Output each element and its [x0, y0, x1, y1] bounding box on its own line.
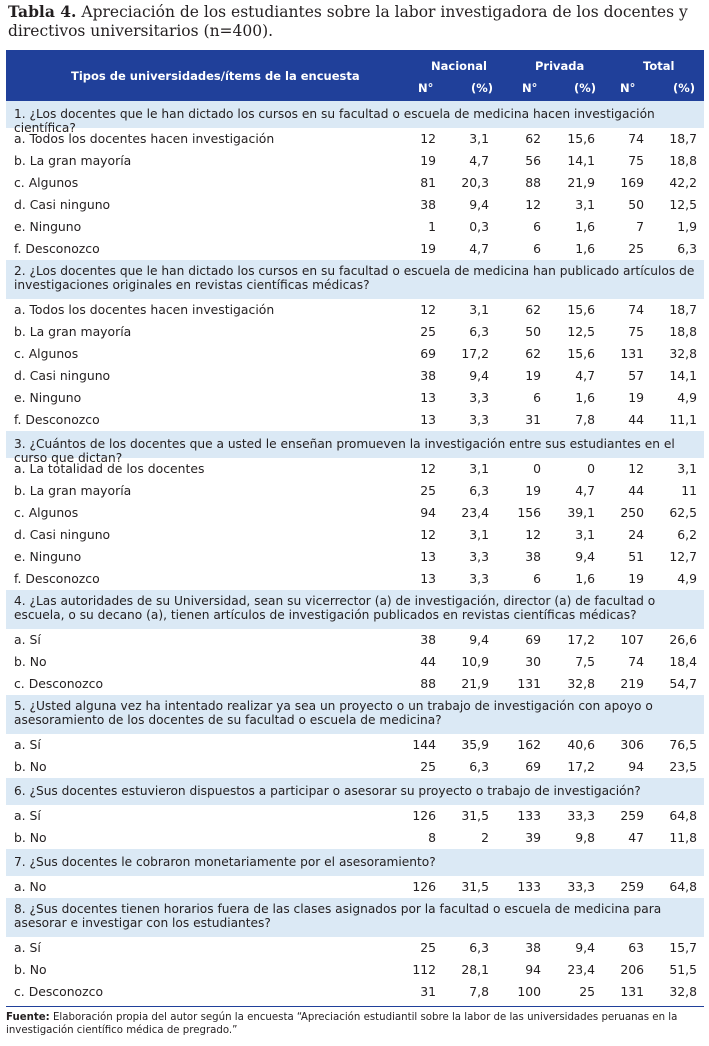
cell-value: 12	[525, 197, 541, 212]
cell-value: 156	[517, 505, 541, 520]
table-row	[6, 172, 704, 194]
cell-value: 76,5	[669, 737, 697, 752]
table-row	[6, 321, 704, 343]
row-label: a. Sí	[14, 737, 41, 752]
cell-value: 112	[412, 962, 436, 977]
cell-value: 11,1	[669, 412, 697, 427]
subcol-header: (%)	[673, 81, 696, 95]
cell-value: 18,8	[669, 153, 697, 168]
cell-value: 306	[620, 737, 644, 752]
cell-value: 14,1	[567, 153, 595, 168]
table-row	[6, 128, 704, 150]
row-label: a. Sí	[14, 940, 41, 955]
cell-value: 94	[525, 962, 541, 977]
cell-value: 74	[628, 654, 644, 669]
row-label: a. Todos los docentes hacen investigación	[14, 131, 275, 146]
cell-value: 13	[420, 571, 436, 586]
cell-value: 19	[628, 390, 644, 405]
cell-value: 3,3	[469, 412, 489, 427]
cell-value: 33,3	[567, 879, 595, 894]
cell-value: 50	[525, 324, 541, 339]
cell-value: 126	[412, 808, 436, 823]
cell-value: 6	[533, 571, 541, 586]
question-row: 1. ¿Los docentes que le han dictado los cursos en su facultad o escuela de medicina hacen investigación científica?	[6, 101, 704, 128]
row-label: d. Casi ninguno	[14, 197, 111, 212]
table-row	[6, 194, 704, 216]
row-label: d. Casi ninguno	[14, 368, 111, 383]
question-row: 6. ¿Sus docentes estuvieron dispuestos a participar o asesorar su proyecto o trabajo de investigación?	[6, 778, 704, 805]
table-row	[6, 480, 704, 502]
group-header-nacional: Nacional	[431, 59, 487, 73]
cell-value: 25	[628, 241, 644, 256]
cell-value: 25	[420, 759, 436, 774]
cell-value: 33,3	[567, 808, 595, 823]
cell-value: 15,6	[567, 131, 595, 146]
cell-value: 0	[587, 461, 595, 476]
table-row	[6, 673, 704, 695]
cell-value: 62,5	[669, 505, 697, 520]
cell-value: 25	[579, 984, 595, 999]
table-row	[6, 876, 704, 898]
cell-value: 38	[420, 632, 436, 647]
cell-value: 56	[525, 153, 541, 168]
cell-value: 3,3	[469, 549, 489, 564]
table-caption-label: Tabla 4.	[8, 2, 77, 21]
cell-value: 131	[517, 676, 541, 691]
cell-value: 0,3	[469, 219, 489, 234]
cell-value: 39	[525, 830, 541, 845]
cell-value: 31,5	[461, 879, 489, 894]
cell-value: 69	[525, 759, 541, 774]
table-caption	[8, 2, 703, 41]
cell-value: 44	[420, 654, 436, 669]
cell-value: 30	[525, 654, 541, 669]
table-body	[6, 101, 704, 1003]
cell-value: 81	[420, 175, 436, 190]
cell-value: 14,1	[669, 368, 697, 383]
cell-value: 7	[636, 219, 644, 234]
table-row	[6, 827, 704, 849]
row-label: b. No	[14, 654, 47, 669]
cell-value: 12	[525, 527, 541, 542]
cell-value: 7,5	[575, 654, 595, 669]
cell-value: 4,7	[469, 241, 489, 256]
cell-value: 25	[420, 483, 436, 498]
cell-value: 69	[420, 346, 436, 361]
cell-value: 69	[525, 632, 541, 647]
cell-value: 6	[533, 219, 541, 234]
cell-value: 38	[525, 549, 541, 564]
cell-value: 1,9	[677, 219, 697, 234]
table-row	[6, 981, 704, 1003]
cell-value: 74	[628, 302, 644, 317]
row-label: c. Desconozco	[14, 984, 104, 999]
cell-value: 31,5	[461, 808, 489, 823]
cell-value: 3,1	[469, 527, 489, 542]
cell-value: 3,3	[469, 571, 489, 586]
table-row	[6, 937, 704, 959]
cell-value: 38	[420, 368, 436, 383]
cell-value: 1,6	[575, 390, 595, 405]
question-row: 5. ¿Usted alguna vez ha intentado realizar ya sea un proyecto o un trabajo de investigación con apoyo o asesoramiento de los docentes de su facultad o escuela de medicina?	[6, 695, 704, 734]
row-label: c. Algunos	[14, 175, 79, 190]
subcol-header: (%)	[471, 81, 494, 95]
cell-value: 9,8	[575, 830, 595, 845]
cell-value: 24	[628, 527, 644, 542]
cell-value: 18,7	[669, 131, 697, 146]
cell-value: 32,8	[669, 984, 697, 999]
table-footer	[6, 1006, 704, 1037]
cell-value: 19	[628, 571, 644, 586]
cell-value: 9,4	[469, 197, 489, 212]
cell-value: 35,9	[461, 737, 489, 752]
table-row	[6, 546, 704, 568]
table-row	[6, 409, 704, 431]
row-label: c. Desconozco	[14, 676, 104, 691]
table-row	[6, 629, 704, 651]
cell-value: 7,8	[469, 984, 489, 999]
cell-value: 25	[420, 940, 436, 955]
cell-value: 1,6	[575, 241, 595, 256]
row-label: d. Casi ninguno	[14, 527, 111, 542]
cell-value: 28,1	[461, 962, 489, 977]
cell-value: 54,7	[669, 676, 697, 691]
row-label: e. Ninguno	[14, 219, 82, 234]
row-label-header: Tipos de universidades/ítems de la encuesta	[71, 69, 360, 83]
subcol-header: (%)	[574, 81, 597, 95]
cell-value: 12	[420, 527, 436, 542]
table-row	[6, 299, 704, 321]
cell-value: 6,3	[469, 759, 489, 774]
footer-text: Elaboración propia del autor según la encuesta “Apreciación estudiantil sobre la labor de las universidades peruanas en la investigación científico médica de pregrado.”	[6, 1012, 678, 1036]
subcol-header: N°	[522, 81, 538, 95]
cell-value: 2	[481, 830, 489, 845]
table-row	[6, 387, 704, 409]
cell-value: 19	[525, 368, 541, 383]
cell-value: 9,4	[469, 368, 489, 383]
table-row	[6, 805, 704, 827]
cell-value: 13	[420, 390, 436, 405]
question-row: 2. ¿Los docentes que le han dictado los cursos en su facultad o escuela de medicina han publicado artículos de investigaciones originales en revistas científicas médicas?	[6, 260, 704, 299]
cell-value: 4,7	[575, 483, 595, 498]
question-row: 4. ¿Las autoridades de su Universidad, sean su vicerrector (a) de investigación, director (a) de facultad o escuela, o su decano (a), tienen artículos de investigación publicados en revistas científicas médicas?	[6, 590, 704, 629]
cell-value: 75	[628, 153, 644, 168]
cell-value: 18,8	[669, 324, 697, 339]
cell-value: 131	[620, 984, 644, 999]
cell-value: 3,1	[575, 197, 595, 212]
cell-value: 50	[628, 197, 644, 212]
row-label: b. No	[14, 830, 47, 845]
cell-value: 6,2	[677, 527, 697, 542]
cell-value: 4,9	[677, 571, 697, 586]
row-label: f. Desconozco	[14, 571, 100, 586]
footer-label: Fuente:	[6, 1012, 50, 1023]
row-label: a. La totalidad de los docentes	[14, 461, 205, 476]
row-label: b. No	[14, 962, 47, 977]
table-row	[6, 343, 704, 365]
cell-value: 259	[620, 808, 644, 823]
cell-value: 94	[420, 505, 436, 520]
cell-value: 38	[525, 940, 541, 955]
cell-value: 9,4	[575, 940, 595, 955]
cell-value: 26,6	[669, 632, 697, 647]
cell-value: 44	[628, 412, 644, 427]
question-row: 8. ¿Sus docentes tienen horarios fuera de las clases asignados por la facultad o escuela de medicina para asesorar e investigar con los estudiantes?	[6, 898, 704, 937]
row-label: f. Desconozco	[14, 241, 100, 256]
cell-value: 88	[420, 676, 436, 691]
cell-value: 0	[533, 461, 541, 476]
cell-value: 6	[533, 390, 541, 405]
cell-value: 64,8	[669, 808, 697, 823]
cell-value: 17,2	[567, 632, 595, 647]
cell-value: 107	[620, 632, 644, 647]
cell-value: 39,1	[567, 505, 595, 520]
cell-value: 64,8	[669, 879, 697, 894]
cell-value: 15,7	[669, 940, 697, 955]
subcol-header: N°	[620, 81, 636, 95]
cell-value: 20,3	[461, 175, 489, 190]
cell-value: 57	[628, 368, 644, 383]
subcol-header: N°	[418, 81, 434, 95]
cell-value: 15,6	[567, 302, 595, 317]
question-row: 3. ¿Cuántos de los docentes que a usted le enseñan promueven la investigación entre sus estudiantes en el curso que dictan?	[6, 431, 704, 458]
cell-value: 12,5	[669, 197, 697, 212]
row-label: b. No	[14, 759, 47, 774]
cell-value: 17,2	[567, 759, 595, 774]
cell-value: 75	[628, 324, 644, 339]
table-row	[6, 238, 704, 260]
cell-value: 6,3	[469, 940, 489, 955]
cell-value: 9,4	[469, 632, 489, 647]
cell-value: 133	[517, 808, 541, 823]
cell-value: 144	[412, 737, 436, 752]
cell-value: 7,8	[575, 412, 595, 427]
cell-value: 1,6	[575, 571, 595, 586]
cell-value: 19	[420, 241, 436, 256]
cell-value: 17,2	[461, 346, 489, 361]
row-label: f. Desconozco	[14, 412, 100, 427]
cell-value: 259	[620, 879, 644, 894]
cell-value: 12	[628, 461, 644, 476]
table-row	[6, 756, 704, 778]
cell-value: 1,6	[575, 219, 595, 234]
cell-value: 100	[517, 984, 541, 999]
cell-value: 13	[420, 549, 436, 564]
cell-value: 3,1	[677, 461, 697, 476]
cell-value: 3,1	[469, 131, 489, 146]
cell-value: 9,4	[575, 549, 595, 564]
cell-value: 11,8	[669, 830, 697, 845]
cell-value: 250	[620, 505, 644, 520]
cell-value: 51,5	[669, 962, 697, 977]
cell-value: 6,3	[677, 241, 697, 256]
cell-value: 6,3	[469, 324, 489, 339]
row-label: e. Ninguno	[14, 549, 82, 564]
cell-value: 126	[412, 879, 436, 894]
cell-value: 32,8	[567, 676, 595, 691]
cell-value: 206	[620, 962, 644, 977]
row-label: e. Ninguno	[14, 390, 82, 405]
cell-value: 3,3	[469, 390, 489, 405]
cell-value: 88	[525, 175, 541, 190]
row-label: b. La gran mayoría	[14, 324, 132, 339]
cell-value: 6	[533, 241, 541, 256]
cell-value: 18,4	[669, 654, 697, 669]
cell-value: 94	[628, 759, 644, 774]
cell-value: 38	[420, 197, 436, 212]
row-label: a. Sí	[14, 632, 41, 647]
row-label: a. Sí	[14, 808, 41, 823]
cell-value: 62	[525, 346, 541, 361]
table-row	[6, 651, 704, 673]
row-label: a. Todos los docentes hacen investigación	[14, 302, 275, 317]
row-label: c. Algunos	[14, 505, 79, 520]
cell-value: 12	[420, 302, 436, 317]
cell-value: 169	[620, 175, 644, 190]
cell-value: 63	[628, 940, 644, 955]
cell-value: 12,7	[669, 549, 697, 564]
cell-value: 21,9	[461, 676, 489, 691]
cell-value: 13	[420, 412, 436, 427]
cell-value: 162	[517, 737, 541, 752]
cell-value: 12	[420, 131, 436, 146]
row-label: b. La gran mayoría	[14, 483, 132, 498]
cell-value: 11	[681, 483, 697, 498]
row-label: c. Algunos	[14, 346, 79, 361]
cell-value: 62	[525, 302, 541, 317]
cell-value: 10,9	[461, 654, 489, 669]
table-row	[6, 365, 704, 387]
cell-value: 31	[420, 984, 436, 999]
cell-value: 23,4	[567, 962, 595, 977]
cell-value: 23,5	[669, 759, 697, 774]
cell-value: 3,1	[575, 527, 595, 542]
table-row	[6, 734, 704, 756]
cell-value: 6,3	[469, 483, 489, 498]
cell-value: 3,1	[469, 302, 489, 317]
cell-value: 15,6	[567, 346, 595, 361]
question-row: 7. ¿Sus docentes le cobraron monetariamente por el asesoramiento?	[6, 849, 704, 876]
cell-value: 219	[620, 676, 644, 691]
cell-value: 40,6	[567, 737, 595, 752]
cell-value: 23,4	[461, 505, 489, 520]
cell-value: 3,1	[469, 461, 489, 476]
cell-value: 31	[525, 412, 541, 427]
cell-value: 74	[628, 131, 644, 146]
table-row	[6, 959, 704, 981]
cell-value: 4,9	[677, 390, 697, 405]
cell-value: 47	[628, 830, 644, 845]
table-row	[6, 524, 704, 546]
cell-value: 1	[428, 219, 436, 234]
table-row	[6, 150, 704, 172]
cell-value: 44	[628, 483, 644, 498]
cell-value: 32,8	[669, 346, 697, 361]
cell-value: 4,7	[575, 368, 595, 383]
cell-value: 25	[420, 324, 436, 339]
row-label: a. No	[14, 879, 47, 894]
row-label: b. La gran mayoría	[14, 153, 132, 168]
cell-value: 19	[525, 483, 541, 498]
cell-value: 12	[420, 461, 436, 476]
cell-value: 51	[628, 549, 644, 564]
cell-value: 131	[620, 346, 644, 361]
cell-value: 8	[428, 830, 436, 845]
group-header-total: Total	[643, 59, 675, 73]
cell-value: 4,7	[469, 153, 489, 168]
cell-value: 18,7	[669, 302, 697, 317]
cell-value: 133	[517, 879, 541, 894]
table-row	[6, 458, 704, 480]
cell-value: 42,2	[669, 175, 697, 190]
group-header-privada: Privada	[535, 59, 585, 73]
table-row	[6, 568, 704, 590]
table-row	[6, 216, 704, 238]
cell-value: 12,5	[567, 324, 595, 339]
table-row	[6, 502, 704, 524]
table-header	[6, 50, 704, 101]
cell-value: 62	[525, 131, 541, 146]
cell-value: 21,9	[567, 175, 595, 190]
cell-value: 19	[420, 153, 436, 168]
table-caption-text: Apreciación de los estudiantes sobre la labor investigadora de los docentes y directivos universitarios (n=400).	[8, 3, 688, 40]
